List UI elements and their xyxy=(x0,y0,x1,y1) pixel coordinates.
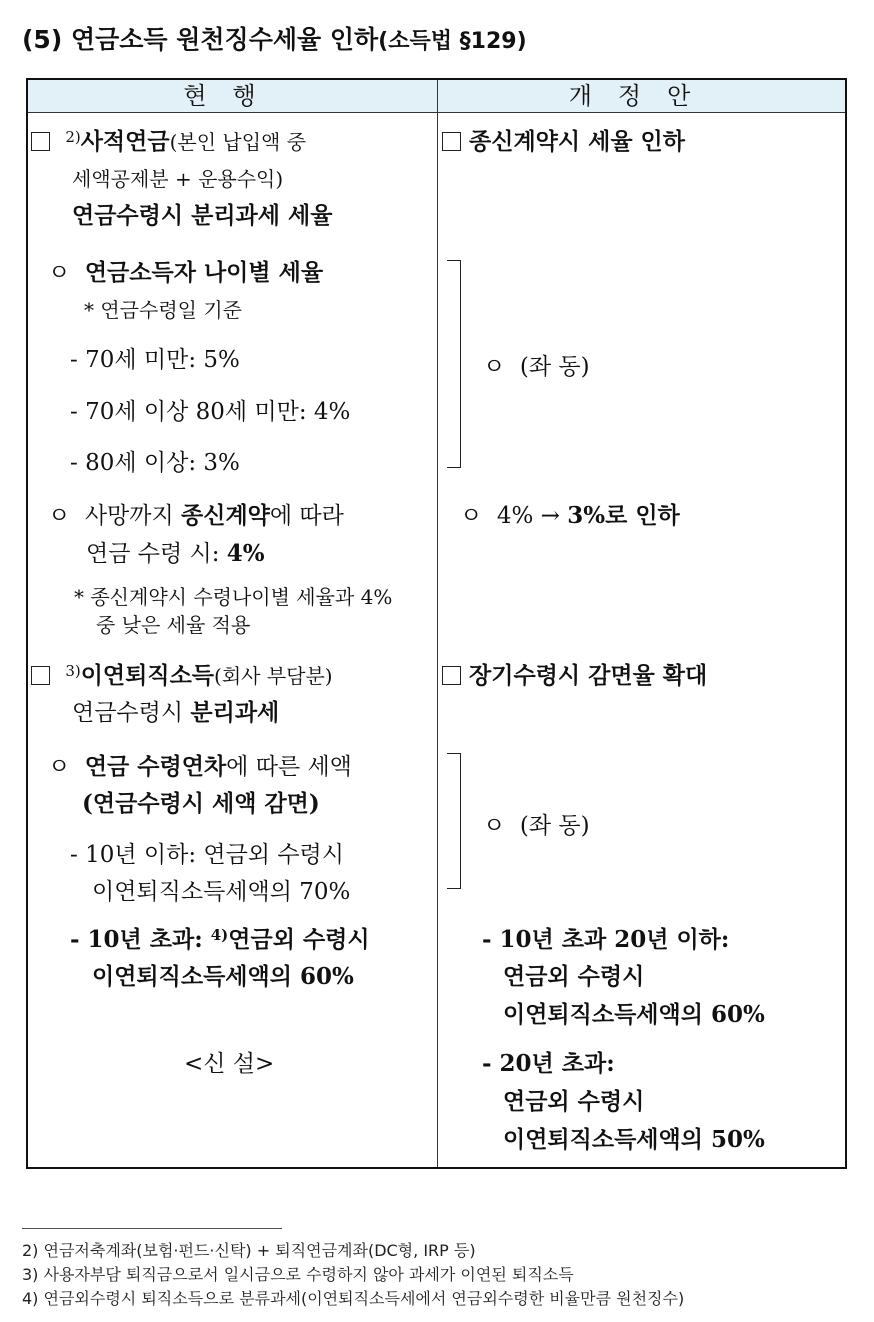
same-as-left-text: (좌 동) xyxy=(519,354,590,380)
column-divider xyxy=(437,80,438,1167)
footnote-ref: 3) xyxy=(65,662,81,680)
year-row-2a xyxy=(70,921,370,954)
section-heading: 이연퇴직소득 xyxy=(80,662,215,689)
section-paren: (본인 납입액 중 xyxy=(169,130,307,154)
new-provision: <신 설> xyxy=(184,1051,275,1077)
header-current: 현행 xyxy=(183,82,282,110)
rate-reduction-bold: 3%로 인하 xyxy=(567,502,680,529)
right-row-b1: - 20년 초과: xyxy=(482,1050,615,1077)
right-row-a1: - 10년 초과 20년 이하: xyxy=(482,926,730,953)
right-section-long-term xyxy=(442,657,707,690)
year-title-post: 에 따른 세액 xyxy=(226,754,352,780)
bullet-icon: ㅇ xyxy=(48,260,71,286)
bracket-1 xyxy=(447,260,461,468)
lifetime-rate-value: 4% xyxy=(226,540,265,567)
footnote-2: 2) 연금저축계좌(보험·펀드·신탁) + 퇴직연금계좌(DC형, IRP 등) xyxy=(22,1241,476,1260)
footnote-ref: 4) xyxy=(210,926,229,944)
year-row-1b: 이연퇴직소득세액의 70% xyxy=(92,879,351,905)
header-revised: 개정안 xyxy=(568,82,717,110)
section-subheading xyxy=(72,694,279,727)
lifetime-bold: 종신계약 xyxy=(181,502,270,529)
bullet-icon: ㅇ xyxy=(48,754,71,780)
lifetime-post: 에 따라 xyxy=(269,503,344,529)
right-row-a3: 이연퇴직소득세액의 60% xyxy=(503,1001,765,1028)
age-rate-title xyxy=(48,254,323,287)
footnote-4: 4) 연금외수령시 퇴직소득으로 분류과세(이연퇴직소득세에서 연금외수령한 비율만큼 원천징수) xyxy=(22,1289,685,1308)
lifetime-rate-line xyxy=(86,535,265,568)
bracket-2 xyxy=(447,753,461,889)
lifetime-rate-label: 연금 수령 시: xyxy=(86,541,227,567)
same-as-left-2 xyxy=(483,807,590,840)
age-rate-row-2: - 70세 이상 80세 미만: 4% xyxy=(70,399,351,425)
checkbox-icon xyxy=(442,666,461,685)
lifetime-contract-line xyxy=(48,497,344,530)
year-row-2c: 이연퇴직소득세액의 60% xyxy=(92,963,354,990)
year-rate-title-2: (연금수령시 세액 감면) xyxy=(82,790,320,817)
bullet-icon: ㅇ xyxy=(460,503,483,529)
bullet-icon: ㅇ xyxy=(483,354,506,380)
subheading-a: 연금수령시 xyxy=(72,700,191,726)
section-paren-cont: 세액공제분 + 운용수익) xyxy=(72,167,284,191)
title-main: (5) 연금소득 원천징수세율 인하 xyxy=(22,25,379,54)
same-as-left-text: (좌 동) xyxy=(519,813,590,839)
age-rate-title-text: 연금소득자 나이별 세율 xyxy=(84,259,324,286)
age-rate-note: * 연금수령일 기준 xyxy=(84,298,242,322)
page-title xyxy=(22,20,527,56)
footnote-ref: 2) xyxy=(65,128,81,146)
year-row-1a: - 10년 이하: 연금외 수령시 xyxy=(70,842,344,868)
checkbox-icon xyxy=(31,666,50,685)
left-section-private-pension xyxy=(31,123,306,156)
title-ref: (소득법 §129) xyxy=(378,29,527,54)
lifetime-note-2: 중 낮은 세율 적용 xyxy=(96,613,251,637)
year-rate-title xyxy=(48,748,352,781)
year-row-2-label: - 10년 초과: xyxy=(70,926,211,953)
right-row-b3: 이연퇴직소득세액의 50% xyxy=(503,1126,765,1153)
rate-reduction xyxy=(460,497,680,530)
footnote-3: 3) 사용자부담 퇴직금으로서 일시금으로 수령하지 않아 과세가 이연된 퇴직소득 xyxy=(22,1265,574,1284)
right-row-a2: 연금외 수령시 xyxy=(503,963,645,990)
footnote-divider xyxy=(22,1228,282,1229)
age-rate-row-3: - 80세 이상: 3% xyxy=(70,450,240,476)
checkbox-icon xyxy=(442,132,461,151)
bullet-icon: ㅇ xyxy=(483,813,506,839)
subheading-b: 분리과세 xyxy=(190,699,280,726)
same-as-left-1 xyxy=(483,348,590,381)
lifetime-note-1: * 종신계약시 수령나이별 세율과 4% xyxy=(74,585,393,609)
rate-reduction-pre: 4% → xyxy=(496,503,568,529)
year-row-2-text: 연금외 수령시 xyxy=(228,926,370,953)
age-rate-row-1: - 70세 미만: 5% xyxy=(70,347,240,373)
year-title-bold: 연금 수령연차 xyxy=(84,753,227,780)
section-subheading: 연금수령시 분리과세 세율 xyxy=(72,202,333,229)
section-heading: 사적연금 xyxy=(80,128,170,155)
section-paren: (회사 부담분) xyxy=(214,664,333,688)
right-section-lifetime-text: 종신계약시 세율 인하 xyxy=(469,128,685,155)
left-section-deferred-retirement xyxy=(31,657,333,690)
right-section-long-term-text: 장기수령시 감면율 확대 xyxy=(469,662,708,689)
lifetime-pre: 사망까지 xyxy=(84,503,182,529)
right-row-b2: 연금외 수령시 xyxy=(503,1088,645,1115)
bullet-icon: ㅇ xyxy=(48,503,71,529)
checkbox-icon xyxy=(31,132,50,151)
right-section-lifetime xyxy=(442,123,685,156)
